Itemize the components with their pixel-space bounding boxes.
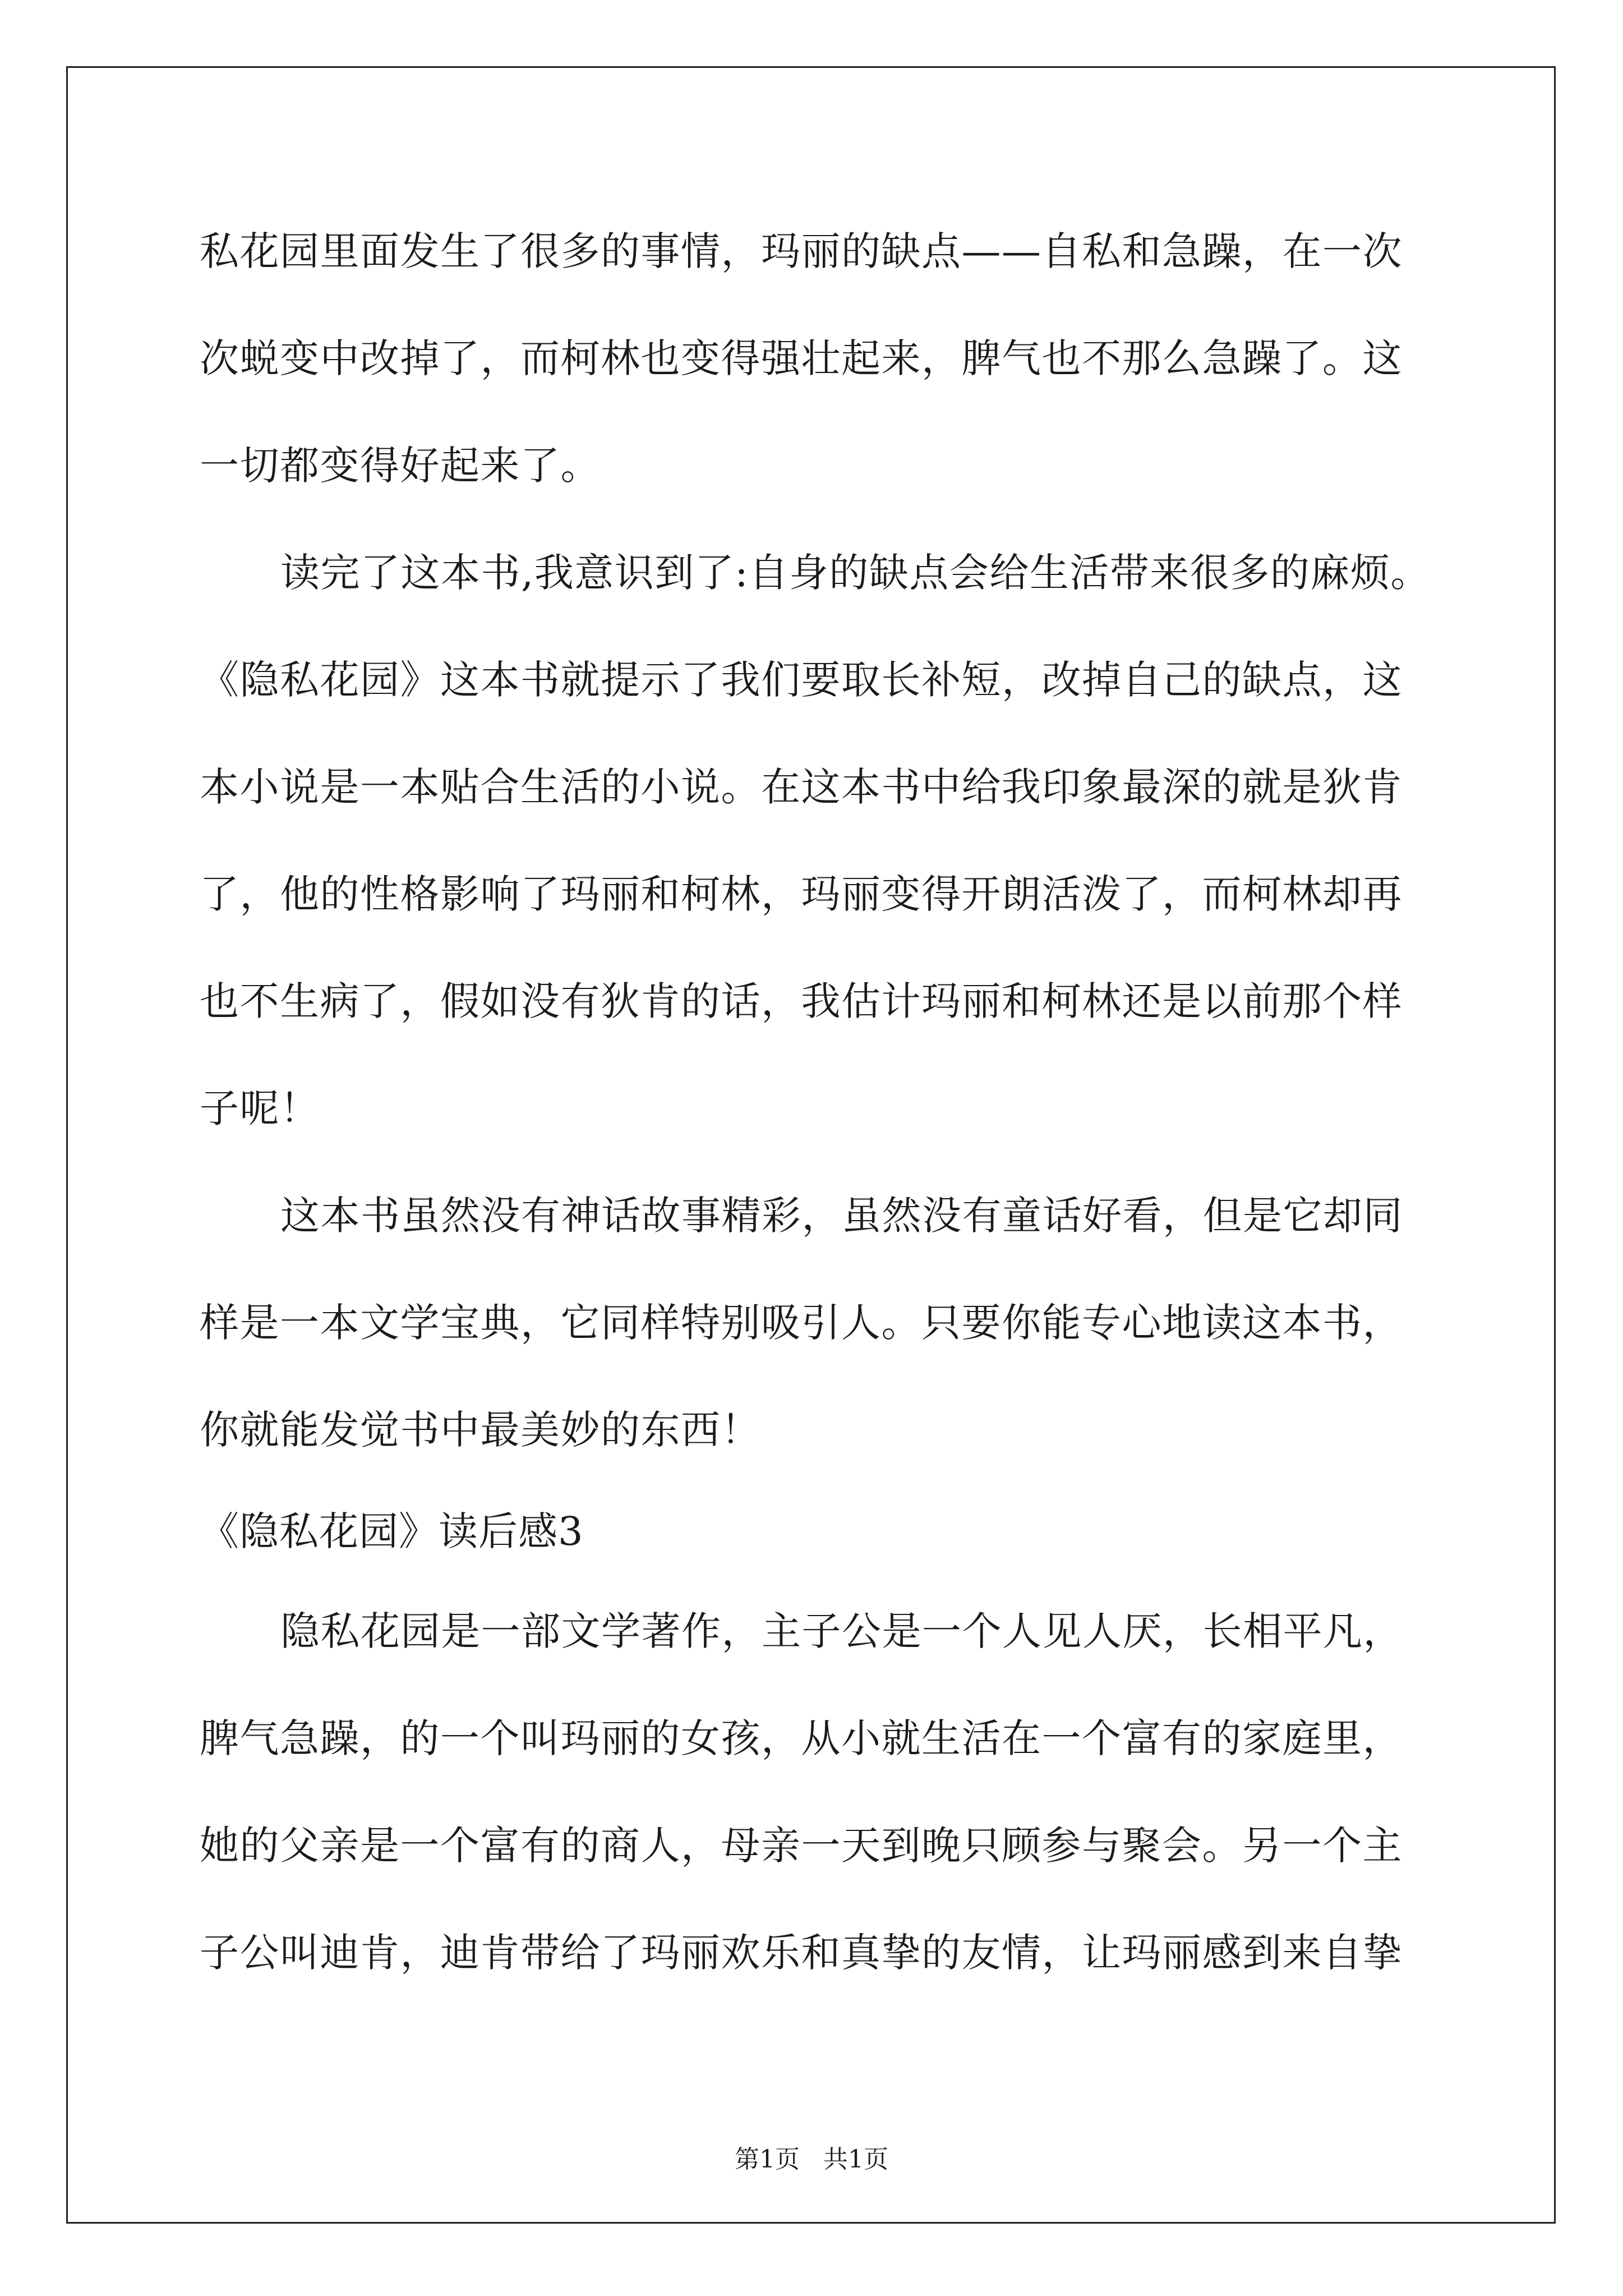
body-text-line: 你就能发觉书中最美妙的东西！	[200, 1407, 761, 1453]
body-text-line: 了，他的性格影响了玛丽和柯林，玛丽变得开朗活泼了，而柯林却再	[200, 871, 1403, 917]
body-text-line: 脾气急躁，的一个叫玛丽的女孩，从小就生活在一个富有的家庭里，	[200, 1715, 1403, 1761]
page-number-footer: 第1页 共1页	[735, 2145, 888, 2174]
body-text-line: 私花园里面发生了很多的事情，玛丽的缺点——自私和急躁，在一次	[200, 228, 1403, 274]
body-text-line: 《隐私花园》这本书就提示了我们要取长补短，改掉自己的缺点，这	[200, 657, 1403, 703]
body-text-line: 她的父亲是一个富有的商人，母亲一天到晚只顾参与聚会。另一个主	[200, 1823, 1403, 1869]
body-text-line: 一切都变得好起来了。	[200, 443, 601, 489]
body-text-line: 样是一本文学宝典，它同样特别吸引人。只要你能专心地读这本书，	[200, 1300, 1403, 1346]
body-text-line: 子公叫迪肯，迪肯带给了玛丽欢乐和真挚的友情，让玛丽感到来自挚	[200, 1930, 1403, 1976]
section-heading: 《隐私花园》读后感3	[200, 1508, 584, 1554]
body-text-line: 读完了这本书,我意识到了:自身的缺点会给生活带来很多的麻烦。	[280, 550, 1431, 596]
body-text-line: 也不生病了，假如没有狄肯的话，我估计玛丽和柯林还是以前那个样	[200, 978, 1403, 1024]
page-border	[66, 66, 1556, 2224]
body-text-line: 次蜕变中改掉了，而柯林也变得强壮起来，脾气也不那么急躁了。这	[200, 335, 1403, 381]
body-text-line: 隐私花园是一部文学著作，主子公是一个人见人厌，长相平凡，	[280, 1608, 1403, 1654]
body-text-line: 子呢！	[200, 1085, 320, 1131]
body-text-line: 这本书虽然没有神话故事精彩，虽然没有童话好看，但是它却同	[280, 1193, 1403, 1239]
body-text-line: 本小说是一本贴合生活的小说。在这本书中给我印象最深的就是狄肯	[200, 764, 1403, 810]
